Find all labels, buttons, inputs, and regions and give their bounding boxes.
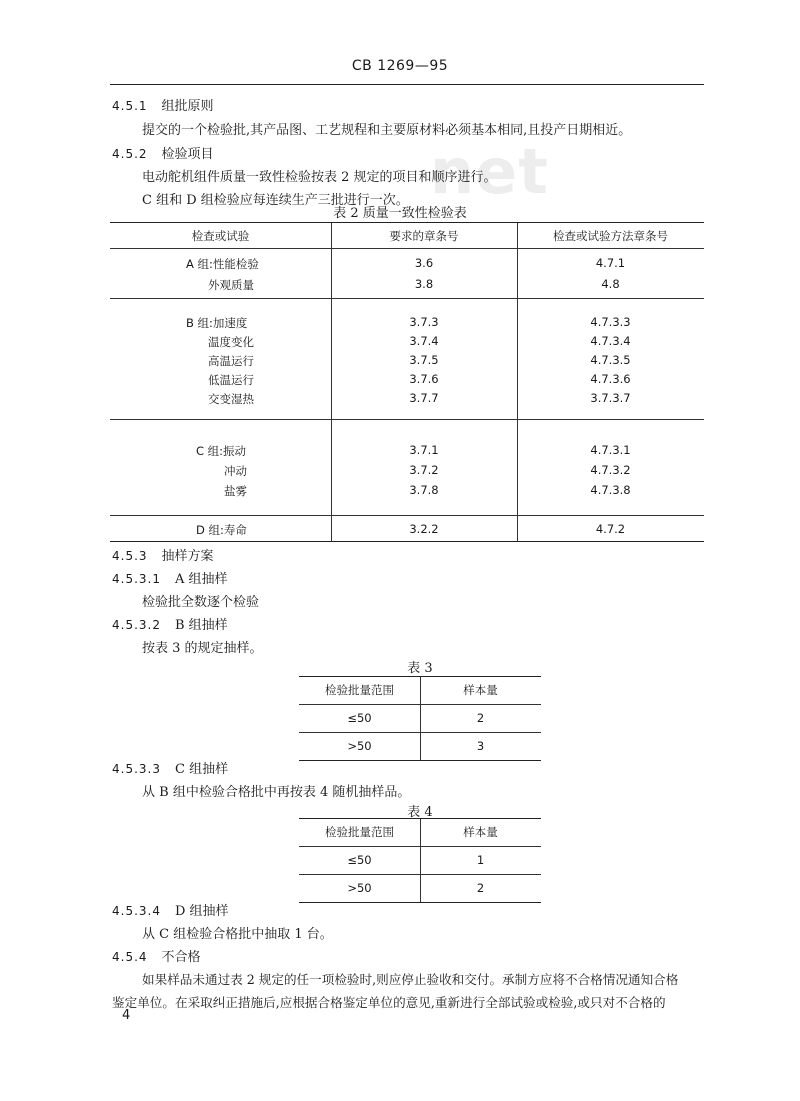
sample-size-table-4 [299, 818, 541, 903]
table-cell: 3.7.6 [409, 372, 439, 386]
table-cell: 3 [476, 739, 485, 753]
table-caption: 表 4 [407, 805, 433, 820]
table-cell: B 组:加速度 [186, 316, 248, 330]
paragraph: 按表 3 的规定抽样。 [142, 641, 263, 656]
paragraph: 提交的一个检验批,其产品图、工艺规程和主要原材料必须基本相同,且投产日期相近。 [142, 123, 632, 138]
table-row [299, 847, 541, 875]
column-header: 检查或试验方法章条号 [553, 229, 668, 243]
section-number: 4.5.3.3 [112, 762, 161, 776]
table-cell: 4.7.3.2 [590, 463, 631, 477]
table-cell: 3.8 [414, 277, 434, 291]
table-cell: A 组:性能检验 [186, 257, 259, 271]
table-caption: 表 3 [407, 661, 433, 676]
section-heading [112, 946, 201, 965]
column-header: 检查或试验 [191, 229, 250, 243]
paragraph: 电动舵机组件质量一致性检验按表 2 规定的项目和顺序进行。 [142, 170, 497, 185]
quality-inspection-table [110, 222, 704, 542]
paragraph: 从 C 组检验合格批中抽取 1 台。 [142, 927, 333, 942]
paragraph: 从 B 组中检验合格批中再按表 4 随机抽样品。 [142, 785, 411, 800]
table-cell: 3.7.4 [409, 334, 439, 348]
table-cell: 4.7.1 [595, 256, 626, 270]
section-number: 4.5.2 [112, 147, 148, 161]
section-title: 组批原则 [161, 99, 214, 114]
section-title: A 组抽样 [174, 572, 228, 587]
row-divider [110, 419, 704, 420]
section-heading [112, 758, 228, 777]
section-number: 4.5.3.4 [112, 904, 161, 918]
table-cell: 高温运行 [208, 354, 254, 368]
table-cell: 4.7.2 [595, 522, 626, 536]
table-cell: >50 [299, 733, 421, 760]
watermark: net [430, 135, 549, 208]
section-number: 4.5.3.1 [112, 572, 161, 586]
table-caption: 表 2 质量一致性检验表 [333, 206, 467, 221]
section-number: 4.5.4 [112, 950, 148, 964]
table-cell: 3.7.7 [409, 391, 439, 405]
table-cell: 4.8 [601, 277, 620, 291]
table-cell: 3.7.2 [409, 463, 439, 477]
section-title: B 组抽样 [174, 618, 228, 633]
table-cell: 冲动 [224, 464, 247, 478]
table-header-row [299, 677, 541, 705]
standard-code: CB 1269—95 [351, 58, 449, 74]
column-header: 样本量 [463, 825, 498, 839]
sample-size-table-3 [299, 676, 541, 761]
section-heading [112, 900, 229, 919]
section-title: 抽样方案 [161, 549, 214, 564]
section-heading [112, 143, 214, 162]
table-cell: 2 [476, 711, 485, 725]
table-cell: 4.7.3.6 [590, 372, 631, 386]
header-rule [110, 84, 704, 85]
row-divider [110, 515, 704, 516]
table-cell: 交变湿热 [208, 392, 254, 406]
section-heading [112, 614, 228, 633]
paragraph: 如果样品未通过表 2 规定的任一项检验时,则应停止验收和交付。承制方应将不合格情况通知合格 [142, 972, 679, 987]
table-cell: 外观质量 [208, 278, 254, 292]
table-cell: >50 [299, 875, 421, 902]
table-cell: 温度变化 [208, 335, 254, 349]
column-header: 检验批量范围 [299, 677, 421, 704]
section-number: 4.5.1 [112, 99, 148, 113]
table-cell: 3.7.3 [409, 315, 439, 329]
table-cell: 低温运行 [208, 373, 254, 387]
header-divider [110, 248, 704, 249]
section-heading [112, 568, 228, 587]
table-row [299, 733, 541, 760]
table-cell: 2 [476, 881, 485, 895]
table-cell: 3.2.2 [409, 522, 439, 536]
table-cell: ≤50 [299, 847, 421, 874]
paragraph: C 组和 D 组检验应每连续生产三批进行一次。 [142, 193, 409, 208]
column-header: 样本量 [463, 683, 498, 697]
table-cell: 3.7.1 [409, 443, 439, 457]
table-cell: 4.7.3.3 [590, 315, 631, 329]
table-cell: ≤50 [299, 705, 421, 732]
section-title: C 组抽样 [174, 762, 229, 777]
table-cell: 4.7.3.4 [590, 334, 631, 348]
table-cell: 4.7.3.5 [590, 353, 631, 367]
section-title: D 组抽样 [174, 904, 229, 919]
section-title: 不合格 [161, 950, 201, 965]
table-cell: D 组:寿命 [196, 523, 247, 537]
table-cell: 3.7.3.7 [590, 391, 631, 405]
section-number: 4.5.3 [112, 549, 148, 563]
table-row [299, 705, 541, 733]
paragraph: 检验批全数逐个检验 [142, 595, 260, 610]
table-cell: 3.7.5 [409, 353, 439, 367]
table-cell: 4.7.3.1 [590, 443, 631, 457]
column-header: 要求的章条号 [389, 229, 459, 243]
table-cell: 3.7.8 [409, 483, 439, 497]
row-divider [110, 298, 704, 299]
table-cell: 盐雾 [224, 484, 247, 498]
table-cell: 1 [476, 853, 485, 867]
table-cell: C 组:振动 [196, 444, 247, 458]
column-header: 检验批量范围 [299, 819, 421, 846]
page-number: 4 [122, 1008, 131, 1023]
section-title: 检验项目 [161, 147, 214, 162]
table-header-row [299, 819, 541, 847]
paragraph: 鉴定单位。在采取纠正措施后,应根据合格鉴定单位的意见,重新进行全部试验或检验,或只对不合格的 [112, 995, 666, 1010]
section-heading [112, 95, 214, 114]
section-heading [112, 545, 214, 564]
section-number: 4.5.3.2 [112, 618, 161, 632]
table-cell: 4.7.3.8 [590, 483, 631, 497]
table-row [299, 875, 541, 902]
table-cell: 3.6 [414, 256, 434, 270]
